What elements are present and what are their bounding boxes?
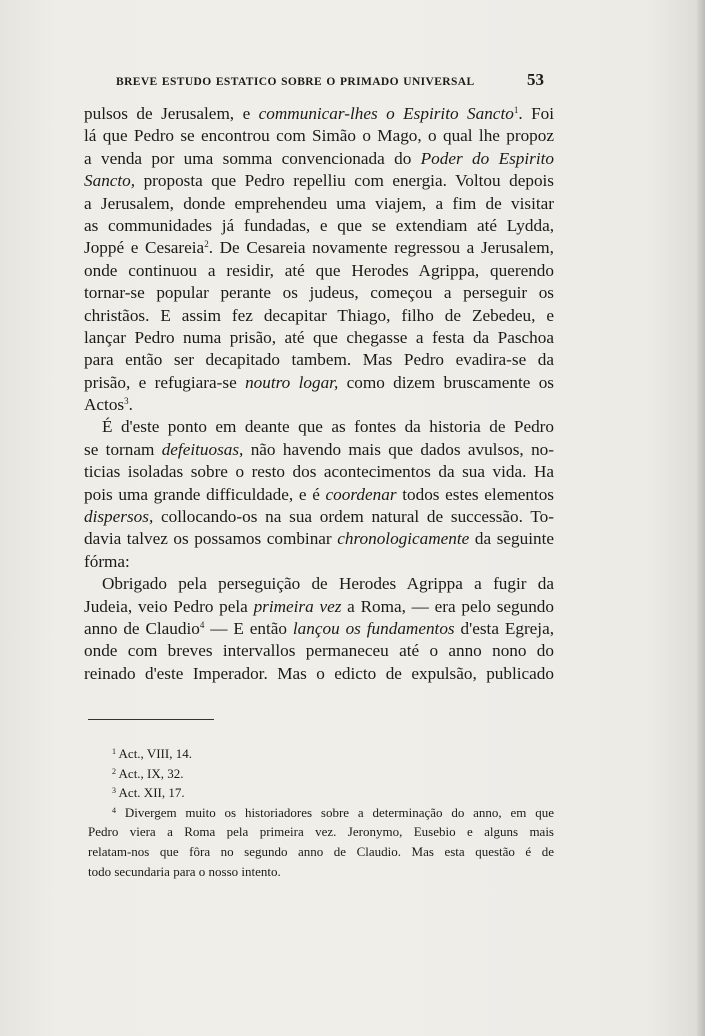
text-run: onde com breves intervallos permaneceu até o anno nono do (84, 641, 554, 661)
text-line (84, 640, 554, 662)
footnote-line (88, 744, 554, 764)
text-run: ticias isoladas sobre o resto dos acontecimentos da sua vida. Ha (84, 462, 554, 482)
text-run: collocando-os na sua ordem natural de successão. To- (153, 507, 554, 527)
italic-run: Poder do Espirito (420, 148, 554, 168)
text-line (84, 349, 554, 371)
text-run: se tornam (84, 439, 162, 459)
text-line (84, 573, 554, 595)
text-run: pois uma grande difficuldade, e é (84, 484, 326, 504)
text-line (84, 394, 554, 416)
italic-run: lançou os fundamentos (292, 618, 455, 638)
text-line (84, 125, 554, 147)
footnote-line (88, 764, 554, 784)
text-line (84, 484, 554, 506)
text-line (84, 528, 554, 550)
text-run: . Foi (518, 104, 555, 123)
italic-run: communicar-lhes o Espirito Sancto (258, 104, 514, 123)
text-run: não havendo mais que dados avulsos, no- (243, 439, 554, 459)
footnote-line (88, 783, 554, 803)
text-run: lá que Pedro se encontrou com Simão o Mago, o qual lhe propoz (84, 126, 554, 146)
text-run: as communidades já fundadas, e que se extendiam até Lydda, (84, 215, 554, 235)
italic-run: chronologicamente (337, 529, 470, 549)
footnote-marker: 3 (124, 396, 129, 407)
text-run: da seguinte (469, 529, 554, 549)
text-run: Pedro viera a Roma pela primeira vez. Jeronymo, Eusebio e alguns mais (88, 824, 554, 840)
text-run: todos estes elementos (396, 484, 554, 504)
text-run: Judeia, veio Pedro pela (84, 596, 254, 616)
text-line (84, 237, 554, 259)
body-text (84, 103, 554, 685)
text-run: fórma: (84, 551, 130, 571)
text-run: . De Cesareia novamente regressou a Jerusalem, (208, 238, 554, 258)
text-line (84, 596, 554, 618)
footnote-marker: 2 (112, 766, 116, 776)
text-run: a Roma, — era pelo segundo (341, 596, 554, 616)
italic-run: Sancto, (84, 171, 136, 191)
text-run: lançar Pedro numa prisão, até que chegasse a festa da Paschoa (84, 327, 554, 347)
text-line (84, 506, 554, 528)
text-run: Divergem muito os historiadores sobre a determinação do anno, em que (116, 804, 554, 820)
italic-run: defeituosas, (161, 439, 244, 459)
italic-run: coordenar (325, 484, 397, 504)
italic-run: noutro logar, (245, 372, 339, 392)
text-line (84, 461, 554, 483)
text-run: Actos (84, 395, 125, 415)
page-edge (697, 0, 705, 1036)
text-run: . (128, 395, 133, 415)
footnote-line (88, 842, 554, 862)
footnote-marker: 4 (199, 619, 205, 630)
italic-run: dispersos, (84, 507, 154, 527)
text-line (84, 170, 554, 192)
text-run: — E então (204, 618, 293, 638)
text-run: onde continuou a residir, até que Herodes Agrippa, querendo (84, 260, 554, 280)
footnote-marker: 1 (112, 747, 116, 756)
text-line (84, 305, 554, 327)
italic-run: primeira vez (253, 596, 342, 616)
text-line (84, 193, 554, 215)
text-run: como dizem bruscamente os (338, 372, 554, 392)
text-line (84, 663, 554, 685)
text-run: a venda por uma somma convencionada do (84, 148, 421, 168)
text-line (84, 439, 554, 461)
footnotes (88, 744, 554, 881)
text-run: a Jerusalem, donde emprehendeu uma viajem, a fim de visitar (84, 193, 554, 213)
text-run: É d'este ponto em deante que as fontes da historia de Pedro (102, 417, 554, 437)
text-line (84, 551, 554, 573)
footnote-marker: 4 (112, 805, 116, 815)
text-run: Joppé e Cesareia (84, 238, 205, 258)
text-run: anno de Claudio (84, 618, 200, 638)
footnote-line (88, 862, 554, 882)
footnote-marker: 1 (513, 105, 519, 115)
text-run: tornar-se popular perante os judeus, começou a perseguir os (84, 283, 554, 303)
text-line (84, 260, 554, 282)
page-number: 53 (527, 70, 544, 89)
footnote-rule (88, 719, 214, 720)
text-run: prisão, e refugiara-se (84, 372, 246, 392)
text-line (84, 282, 554, 304)
running-title: BREVE ESTUDO ESTATICO SOBRE O PRIMADO UNIVERSAL (116, 76, 475, 88)
footnote-line (88, 822, 554, 842)
text-run: davia talvez os possamos combinar (84, 529, 338, 549)
text-line (84, 327, 554, 349)
text-line (84, 372, 554, 394)
text-line (84, 148, 554, 170)
text-run: para então ser decapitado tambem. Mas Pedro evadira-se da (84, 350, 554, 370)
text-run: todo secundaria para o nosso intento. (88, 863, 281, 879)
text-run: d'esta Egreja, (454, 618, 554, 638)
text-run: pulsos de Jerusalem, e (84, 104, 259, 123)
text-line (84, 416, 554, 438)
text-run: christãos. E assim fez decapitar Thiago, filho de Zebedeu, e (84, 305, 554, 325)
text-run: Act., IX, 32. (116, 765, 184, 781)
text-run: relatam-nos que fôra no segundo anno de Claudio. Mas esta questão é de (88, 843, 554, 859)
footnote-marker: 2 (204, 239, 209, 250)
footnote-marker: 3 (112, 786, 116, 796)
text-run: reinado d'este Imperador. Mas o edicto de expulsão, publicado (84, 663, 554, 683)
page-header (116, 70, 544, 90)
footnote-line (88, 803, 554, 823)
text-run: Obrigado pela perseguição de Herodes Agrippa a fugir da (102, 574, 554, 594)
text-run: Act. XII, 17. (116, 785, 185, 801)
text-line (84, 103, 554, 125)
text-line (84, 618, 554, 640)
text-run: Act., VIII, 14. (116, 746, 192, 761)
text-line (84, 215, 554, 237)
text-run: proposta que Pedro repelliu com energia. Voltou depois (135, 171, 554, 191)
